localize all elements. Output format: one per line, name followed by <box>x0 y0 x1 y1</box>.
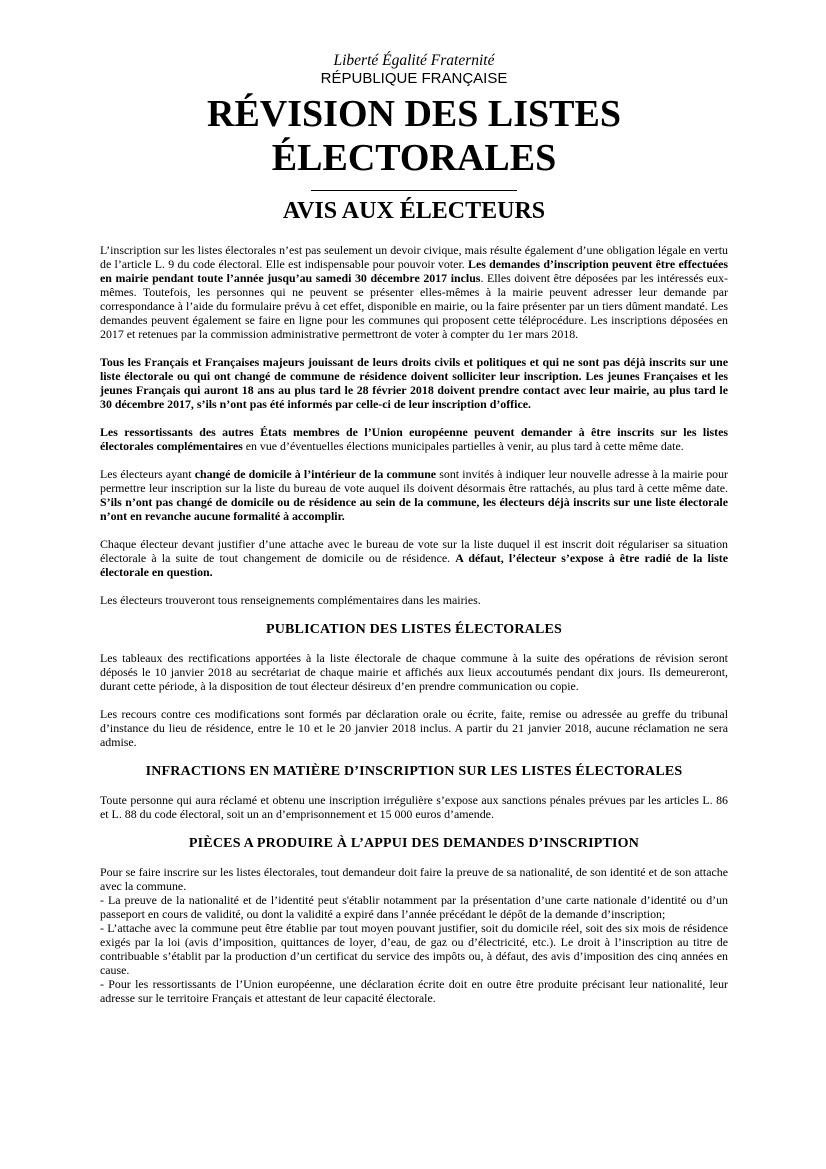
intro-p5-text: Chaque électeur devant justifier d’une attache avec le bureau de vote sur la liste duquel il est inscrit doit régulariser sa situation électorale à la suite de tout changement de domicile ou de résidence. <box>100 537 728 565</box>
pieces-line: Pour se faire inscrire sur les listes électorales, tout demandeur doit faire la preuve de sa nationalité, de son identité et de son attache avec la commune. <box>100 865 728 893</box>
intro-p1-text-a: L’inscription sur les listes électorales n’est pas seulement un devoir civique, mais résulte également d’une obligation légale en vertu de l’article L. 9 du code électoral. Elle est indispensable pour pouvoir voter. <box>100 243 728 271</box>
infractions-heading: INFRACTIONS EN MATIÈRE D’INSCRIPTION SUR LES LISTES ÉLECTORALES <box>145 764 683 779</box>
main-title-line1: RÉVISION DES LISTES <box>207 93 621 135</box>
intro-p5-bold: A défaut, l’électeur s’expose à être radié de la liste électorale en question. <box>100 551 728 579</box>
publication-paragraph-1: Les tableaux des rectifications apportées à la liste électorale de chaque commune à la suite des opérations de révision seront déposés le 10 janvier 2018 au secrétariat de chaque mairie et affichés aux lieux accoutumés pendant dix jours. Ils demeureront, durant cette période, à la disposition de tout électeur désireux d’en prendre communication ou copie. <box>100 651 728 693</box>
republic-motto: Liberté Égalité Fraternité <box>333 52 495 69</box>
publication-paragraph-2: Les recours contre ces modifications sont formés par déclaration orale ou écrite, faite, remise ou adressée au greffe du tribunal d’instance du lieu de résidence, entre le 10 et le 20 janvier 2018 inclus. A partir du 21 janvier 2018, aucune réclamation ne sera admise. <box>100 707 728 749</box>
intro-p1-bold: Les demandes d’inscription peuvent être effectuées en mairie pendant toute l’année jusqu’au samedi 30 décembre 2017 inclus <box>100 257 728 285</box>
intro-paragraph-4 <box>100 467 728 523</box>
intro-paragraph-6: Les électeurs trouveront tous renseignements complémentaires dans les mairies. <box>100 593 481 607</box>
intro-p2-bold: Tous les Français et Françaises majeurs jouissant de leurs droits civils et politiques et qui ne sont pas déjà inscrits sur une liste électorale ou qui ont changé de commune de résidence doivent solliciter leur inscription. Les jeunes Françaises et les jeunes Français qui auront 18 ans au plus tard le 28 février 2018 doivent prendre contact avec leur mairie, au plus tard le 30 décembre 2017, s’ils n’ont pas été informés par celle-ci de leur inscription d’office. <box>100 355 728 411</box>
main-title <box>100 92 728 180</box>
intro-paragraph-3 <box>100 425 728 453</box>
republic-name: RÉPUBLIQUE FRANÇAISE <box>320 70 508 87</box>
title-divider <box>311 190 517 191</box>
intro-p3-bold: Les ressortissants des autres États membres de l’Union européenne peuvent demander à être inscrits sur les listes électorales complémentaires <box>100 425 728 453</box>
notice-page <box>100 52 728 1005</box>
pieces-line: - L’attache avec la commune peut être établie par tout moyen pouvant justifier, soit du domicile réel, soit des six mois de résidence exigés par la loi (avis d’imposition, quittances de loyer, d’eau, de gaz ou d’électricité, etc.). Le droit à l’inscription au titre de contribuable s’établit par la production d’un certificat du service des impôts ou, à défaut, des avis d’imposition des cinq années en cause. <box>100 921 728 977</box>
intro-p4-text-c: sont invités à indiquer leur nouvelle adresse à la mairie pour permettre leur inscription sur la liste du bureau de vote auquel ils doivent désormais être rattachés, au plus tard à cette même date. <box>100 467 728 495</box>
infractions-paragraph: Toute personne qui aura réclamé et obtenu une inscription irrégulière s’expose aux sanctions pénales prévues par les articles L. 86 et L. 88 du code électoral, soit un an d’emprisonnement et 15 000 euros d’amende. <box>100 793 728 821</box>
publication-heading: PUBLICATION DES LISTES ÉLECTORALES <box>265 622 563 637</box>
pieces-heading: PIÈCES A PRODUIRE À L’APPUI DES DEMANDES D’INSCRIPTION <box>188 836 640 851</box>
pieces-line: - Pour les ressortissants de l’Union européenne, une déclaration écrite doit en outre être produite précisant leur nationalité, leur adresse sur le territoire Français et attestant de leur capacité électorale. <box>100 977 728 1005</box>
intro-p4-text-a: Les électeurs ayant <box>100 467 195 481</box>
subtitle: AVIS AUX ÉLECTEURS <box>282 198 546 224</box>
intro-paragraph-2 <box>100 355 728 411</box>
intro-p3-text: en vue d’éventuelles élections municipales partielles à venir, au plus tard à cette même date. <box>242 439 684 453</box>
pieces-line: - La preuve de la nationalité et de l’identité peut s'établir notamment par la présentation d’une carte nationale d’identité ou d’un passeport en cours de validité, ou dont la validité a expiré dans l’année précédant le dépôt de la demande d’inscription; <box>100 893 728 921</box>
intro-paragraph-5 <box>100 537 728 579</box>
main-title-line2: ÉLECTORALES <box>271 137 557 179</box>
intro-p1-text-c: . Elles doivent être déposées par les intéressés eux-mêmes. Toutefois, les personnes qui ne peuvent se présenter elles-mêmes à la mairie peuvent adresser leur demande par correspondance à l’aide du formulaire prévu à cet effet, disponible en mairie, ou la faire présenter par un tiers dûment mandaté. Les demandes peuvent également se faire en ligne pour les communes qui proposent cette téléprocédure. Les inscriptions déposées en 2017 et retenues par la commission administrative permettront de voter à compter du 1er mars 2018. <box>100 271 728 341</box>
intro-p4-bold-b: changé de domicile à l’intérieur de la commune <box>194 467 437 481</box>
intro-paragraph-1 <box>100 243 728 341</box>
intro-p4-bold-d: S’ils n’ont pas changé de domicile ou de résidence au sein de la commune, les électeurs déjà inscrits sur une liste électorale n’ont en revanche aucune formalité à accomplir. <box>100 495 728 523</box>
